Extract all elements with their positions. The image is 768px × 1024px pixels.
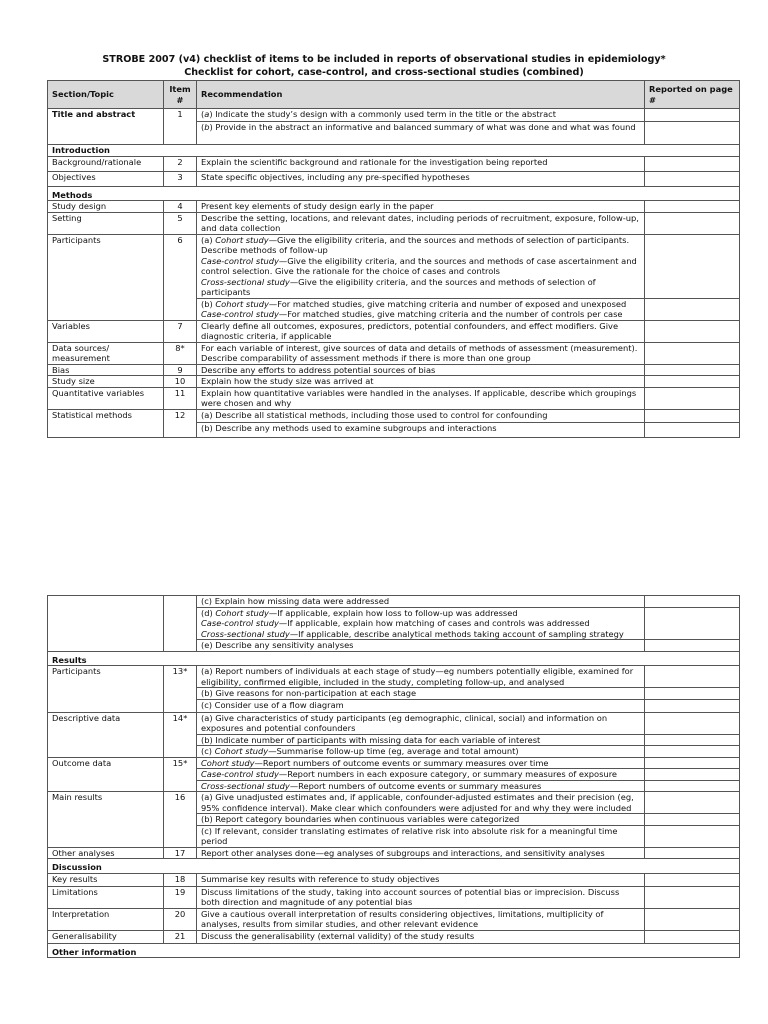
recommendation-cell: Cohort study—Report numbers of outcome events or summary measures over time — [197, 757, 645, 769]
page-cell — [645, 364, 740, 376]
section-label: Generalisability — [48, 930, 164, 943]
page-cell — [645, 122, 740, 145]
recommendation-cell: For each variable of interest, give sources of data and details of methods of assessment (measurement). Describe comparability of assessment methods if there is more than one group — [197, 342, 645, 364]
page-cell — [645, 769, 740, 781]
page-cell — [645, 298, 740, 320]
page-cell — [645, 234, 740, 298]
item-number: 19 — [164, 886, 197, 908]
table-row — [48, 596, 740, 608]
checklist-table-part2 — [47, 595, 740, 958]
page-cell — [645, 109, 740, 122]
page-cell — [645, 171, 740, 186]
page-cell — [645, 212, 740, 234]
item-number: 2 — [164, 156, 197, 171]
recommendation-cell: (c) Cohort study—Summarise follow-up time (eg, average and total amount) — [197, 746, 645, 758]
table-row — [48, 156, 740, 171]
section-heading: Methods — [48, 186, 740, 201]
recommendation-cell: Describe the setting, locations, and relevant dates, including periods of recruitment, exposure, follow-up, and data collection — [197, 212, 645, 234]
header-item: Item # — [164, 81, 197, 109]
recommendation-cell: (c) Consider use of a flow diagram — [197, 699, 645, 712]
page-cell — [645, 757, 740, 769]
recommendation-cell: Explain how quantitative variables were handled in the analyses. If applicable, describe which groupings were chosen and why — [197, 387, 645, 409]
page-cell — [645, 814, 740, 826]
section-title-abstract: Title and abstract — [48, 109, 164, 145]
recommendation-cell: (a) Cohort study—Give the eligibility criteria, and the sources and methods of selection of participants. Describe methods of follow-up Case-control study—Give the eligibility criteria, and the sources and methods of case ascertainment and control selection. Give the rationale for the choice of cases and controls Cross-sectional study—Give the eligibility criteria, and the sources and methods of selection of participants — [197, 234, 645, 298]
section-heading: Results — [48, 651, 740, 666]
section-label — [48, 596, 164, 652]
section-label: Bias — [48, 364, 164, 376]
section-label: Participants — [48, 234, 164, 320]
page-cell — [645, 780, 740, 792]
section-label: Descriptive data — [48, 712, 164, 757]
recommendation-cell: (b) Cohort study—For matched studies, give matching criteria and number of exposed and unexposed Case-control study—For matched studies, give matching criteria and the number of controls per case — [197, 298, 645, 320]
page-cell — [645, 201, 740, 213]
table-header-row — [48, 81, 740, 109]
recommendation-cell: Present key elements of study design early in the paper — [197, 201, 645, 213]
table-row — [48, 376, 740, 388]
section-row-introduction — [48, 145, 740, 157]
recommendation-cell: Discuss the generalisability (external validity) of the study results — [197, 930, 645, 943]
recommendation-cell: Clearly define all outcomes, exposures, predictors, potential confounders, and effect modifiers. Give diagnostic criteria, if applicable — [197, 320, 645, 342]
section-label: Statistical methods — [48, 409, 164, 437]
recommendation-cell: (b) Indicate number of participants with missing data for each variable of interest — [197, 734, 645, 746]
section-label: Other analyses — [48, 847, 164, 859]
page-cell — [645, 376, 740, 388]
item-number: 5 — [164, 212, 197, 234]
table-row — [48, 320, 740, 342]
recommendation-cell: (a) Give unadjusted estimates and, if applicable, confounder-adjusted estimates and their precision (eg, 95% confidence interval). Make clear which confounders were adjusted for and why they were included — [197, 792, 645, 814]
table-row — [48, 201, 740, 213]
section-label: Participants — [48, 666, 164, 713]
recommendation-cell: Give a cautious overall interpretation of results considering objectives, limitations, multiplicity of analyses, results from similar studies, and other relevant evidence — [197, 908, 645, 930]
page-cell — [645, 746, 740, 758]
section-label: Objectives — [48, 171, 164, 186]
table-row — [48, 792, 740, 814]
section-label: Variables — [48, 320, 164, 342]
page-cell — [645, 688, 740, 700]
table-row — [48, 409, 740, 422]
recommendation-cell: (a) Describe all statistical methods, including those used to control for confounding — [197, 409, 645, 422]
page-cell — [645, 640, 740, 652]
section-label: Quantitative variables — [48, 387, 164, 409]
page-cell — [645, 825, 740, 847]
section-label: Study design — [48, 201, 164, 213]
page-cell — [645, 699, 740, 712]
recommendation-cell: (b) Describe any methods used to examine subgroups and interactions — [197, 422, 645, 437]
section-row-discussion — [48, 859, 740, 874]
section-label: Data sources/ measurement — [48, 342, 164, 364]
recommendation-cell: (e) Describe any sensitivity analyses — [197, 640, 645, 652]
recommendation-cell: (a) Report numbers of individuals at each stage of study—eg numbers potentially eligible, examined for eligibility, confirmed eligible, included in the study, completing follow-up, and analysed — [197, 666, 645, 688]
section-label: Study size — [48, 376, 164, 388]
page-cell — [645, 422, 740, 437]
page-cell — [645, 387, 740, 409]
page-cell — [645, 873, 740, 886]
page-cell — [645, 712, 740, 734]
page-cell — [645, 847, 740, 859]
recommendation-cell: Discuss limitations of the study, taking into account sources of potential bias or imprecision. Discuss both direction and magnitude of any potential bias — [197, 886, 645, 908]
recommendation-cell: (c) Explain how missing data were addressed — [197, 596, 645, 608]
section-label: Setting — [48, 212, 164, 234]
item-number: 16 — [164, 792, 197, 848]
section-heading: Other information — [48, 943, 740, 958]
table-row — [48, 712, 740, 734]
recommendation-cell: Report other analyses done—eg analyses of subgroups and interactions, and sensitivity analyses — [197, 847, 645, 859]
item-number: 8* — [164, 342, 197, 364]
recommendation-cell: State specific objectives, including any pre-specified hypotheses — [197, 171, 645, 186]
item-number — [164, 596, 197, 652]
item-number: 14* — [164, 712, 197, 757]
page-cell — [645, 342, 740, 364]
item-number: 12 — [164, 409, 197, 437]
table-row — [48, 342, 740, 364]
table-row — [48, 908, 740, 930]
table-row — [48, 109, 740, 122]
recommendation-cell: Case-control study—Report numbers in each exposure category, or summary measures of exposure — [197, 769, 645, 781]
section-label: Key results — [48, 873, 164, 886]
page-cell — [645, 734, 740, 746]
recommendation-cell: (d) Cohort study—If applicable, explain how loss to follow-up was addressed Case-control study—If applicable, explain how matching of cases and controls was addressed Cross-sectional study—If applicable, describe analytical methods taking account of sampling strategy — [197, 607, 645, 640]
header-page: Reported on page # — [645, 81, 740, 109]
table-row — [48, 886, 740, 908]
page-cell — [645, 908, 740, 930]
item-number: 18 — [164, 873, 197, 886]
section-row-other-information — [48, 943, 740, 958]
item-number: 21 — [164, 930, 197, 943]
section-label: Interpretation — [48, 908, 164, 930]
table-row — [48, 847, 740, 859]
page-cell — [645, 930, 740, 943]
item-number: 4 — [164, 201, 197, 213]
recommendation-cell: (b) Report category boundaries when continuous variables were categorized — [197, 814, 645, 826]
table-row — [48, 212, 740, 234]
table-row — [48, 666, 740, 688]
page-cell — [645, 596, 740, 608]
table-row — [48, 757, 740, 769]
table-row — [48, 171, 740, 186]
recommendation-cell: Explain the scientific background and rationale for the investigation being reported — [197, 156, 645, 171]
item-number: 7 — [164, 320, 197, 342]
section-label: Main results — [48, 792, 164, 848]
recommendation-cell: Explain how the study size was arrived at — [197, 376, 645, 388]
page-cell — [645, 666, 740, 688]
section-heading: Discussion — [48, 859, 740, 874]
table-row — [48, 387, 740, 409]
recommendation-cell: (a) Indicate the study’s design with a commonly used term in the title or the abstract — [197, 109, 645, 122]
table-row — [48, 364, 740, 376]
item-number: 6 — [164, 234, 197, 320]
page-cell — [645, 409, 740, 422]
item-number: 3 — [164, 171, 197, 186]
section-heading: Introduction — [48, 145, 740, 157]
recommendation-cell: (b) Give reasons for non-participation at each stage — [197, 688, 645, 700]
section-label: Limitations — [48, 886, 164, 908]
document-title: STROBE 2007 (v4) checklist of items to be included in reports of observational studies in epidemiology* — [102, 54, 666, 65]
checklist-table-part1 — [47, 80, 740, 438]
recommendation-cell: (c) If relevant, consider translating estimates of relative risk into absolute risk for a meaningful time period — [197, 825, 645, 847]
page-cell — [645, 792, 740, 814]
recommendation-cell: Cross-sectional study—Report numbers of outcome events or summary measures — [197, 780, 645, 792]
page-cell — [645, 156, 740, 171]
section-label: Outcome data — [48, 757, 164, 792]
item-number: 1 — [164, 109, 197, 145]
item-number: 9 — [164, 364, 197, 376]
section-label: Background/rationale — [48, 156, 164, 171]
item-number: 20 — [164, 908, 197, 930]
page-cell — [645, 320, 740, 342]
table-row — [48, 873, 740, 886]
page-cell — [645, 607, 740, 640]
recommendation-cell: Summarise key results with reference to study objectives — [197, 873, 645, 886]
document-subtitle: Checklist for cohort, case-control, and cross-sectional studies (combined) — [184, 67, 584, 78]
recommendation-cell: Describe any efforts to address potential sources of bias — [197, 364, 645, 376]
header-recommendation: Recommendation — [197, 81, 645, 109]
table-row — [48, 930, 740, 943]
recommendation-cell: (a) Give characteristics of study participants (eg demographic, clinical, social) and information on exposures and potential confounders — [197, 712, 645, 734]
header-section: Section/Topic — [48, 81, 164, 109]
section-row-results — [48, 651, 740, 666]
recommendation-cell: (b) Provide in the abstract an informative and balanced summary of what was done and what was found — [197, 122, 645, 145]
item-number: 15* — [164, 757, 197, 792]
item-number: 11 — [164, 387, 197, 409]
page-cell — [645, 886, 740, 908]
item-number: 10 — [164, 376, 197, 388]
item-number: 13* — [164, 666, 197, 713]
section-row-methods — [48, 186, 740, 201]
table-row — [48, 234, 740, 298]
item-number: 17 — [164, 847, 197, 859]
